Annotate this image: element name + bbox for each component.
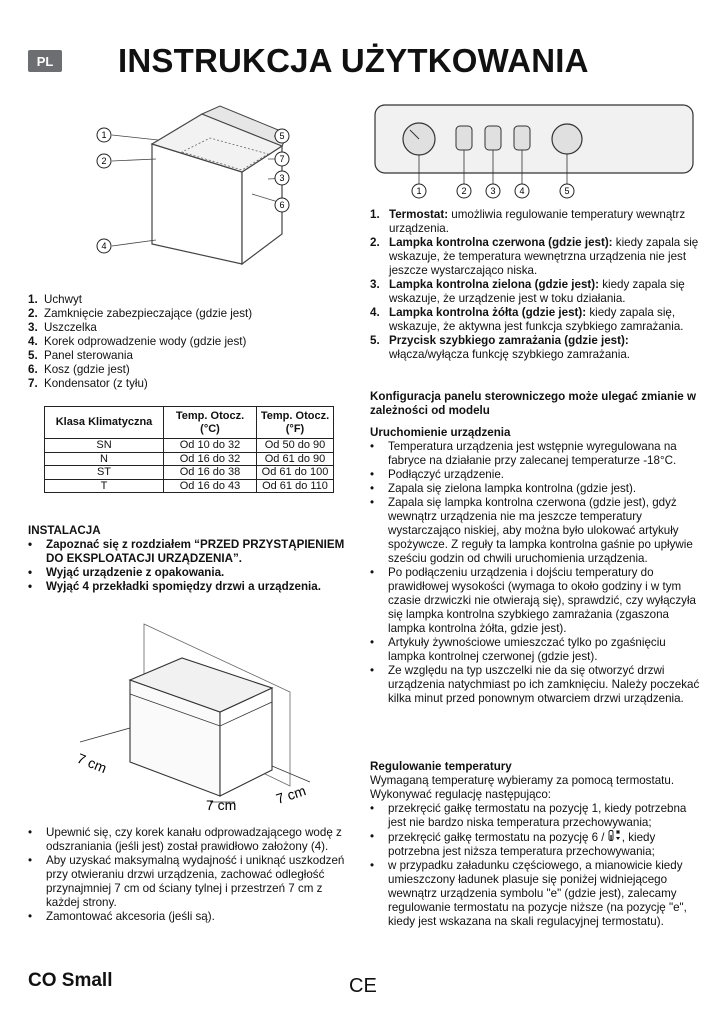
list-item: 3. Uszczelka: [28, 321, 97, 334]
callout-3: 3: [279, 173, 285, 183]
climate-class-table: [44, 406, 334, 493]
table-row: T Od 16 do 43 Od 61 do 110: [45, 479, 334, 493]
startup-heading: Uruchomienie urządzenia: [370, 426, 511, 439]
callout-4: 4: [101, 241, 107, 251]
list-item: 2. Lampka kontrolna czerwona (gdzie jest): kiedy zapala się wskazuje, że temperatura wewnętrzna urządzenia nie jest jeszcze wystarczająco niska.: [370, 236, 699, 277]
callout-1: 1: [101, 130, 107, 140]
list-item: • Aby uzyskać maksymalną wydajność i uniknąć uszkodzeń przy otwieraniu drzwi urządzenia, zachować odległość przynajmniej 7 cm od ściany tylnej i przestrzeń 7 cm z każdej strony.: [28, 854, 345, 909]
list-item: • w przypadku załadunku częściowego, a mianowicie kiedy umieszczony ładunek plasuje się poniżej widniejącego wewnątrz urządzenia symbolu "e" (gdzie jest), zalecamy regulowanie termostatu na pozycje niższe (na pozycję "e", kiedy jest wskazana na skali regulacyjnej termostatu).: [370, 859, 687, 928]
panel-callout-4: 4: [519, 186, 525, 196]
startup-section: [370, 426, 700, 706]
ce-mark: CE: [349, 975, 377, 997]
list-item: 6. Kosz (gdzie jest): [28, 363, 130, 376]
green-indicator-lamp: [485, 126, 501, 150]
config-note: Konfiguracja panelu sterowniczego może ulegać zmianie w zależności od modelu: [370, 390, 696, 417]
panel-callout-3: 3: [490, 186, 496, 196]
list-item: 2. Zamknięcie zabezpieczające (gdzie jest): [28, 307, 253, 320]
list-item: • Po podłączeniu urządzenia i dojściu temperatury do prawidłowej wysokości (wymaga to około godziny i w tym czasie drzwiczki nie otwierają się), sprawdzić, czy wyłączyła się lampka kontrolna szybkiego zamrażania (zgaszona lampka kontrolna żółta, gdzie jest).: [370, 566, 696, 635]
panel-callout-1: 1: [416, 186, 422, 196]
list-item: • Zapala się zielona lampka kontrolna (gdzie jest).: [370, 482, 637, 495]
control-panel-list: [370, 208, 700, 362]
temperature-intro: Wymaganą temperaturę wybieramy za pomocą termostatu. Wykonywać regulację następująco:: [370, 774, 675, 801]
installation-notes: [28, 826, 354, 924]
list-item: 4. Lampka kontrolna żółta (gdzie jest): kiedy zapala się, wskazuje, że aktywna jest funkcja szybkiego zamrażania.: [370, 306, 684, 333]
list-item: 5. Panel sterowania: [28, 349, 133, 362]
list-item: • Zapala się lampka kontrolna czerwona (gdzie jest), gdyż wewnątrz urządzenia nie ma jeszcze temperatury wystarczająco niskiej, aby można było ulokować artykuły spożywcze. Z reguły ta lampka kontrolna gaśnie po upływie sześciu godzin od chwili uruchomienia urządzenia.: [370, 496, 693, 565]
panel-callout-2: 2: [461, 186, 467, 196]
red-indicator-lamp: [456, 126, 472, 150]
callout-2: 2: [101, 156, 107, 166]
language-badge: PL: [28, 50, 62, 72]
callout-6: 6: [279, 200, 285, 210]
list-item: • przekręcić gałkę termostatu na pozycję 6 / , kiedy potrzebna jest niższa temperatura przechowywania;: [370, 830, 656, 858]
list-item: • Podłączyć urządzenie.: [370, 468, 504, 481]
callout-5: 5: [279, 131, 285, 141]
clearance-illustration: [60, 616, 330, 816]
control-panel-illustration: [374, 104, 696, 200]
list-item: • Wyjąć urządzenie z opakowania.: [28, 566, 225, 579]
list-item: • Temperatura urządzenia jest wstępnie wyregulowana na fabryce na działanie przy zalecanej temperaturze -18°C.: [370, 440, 677, 467]
table-row: SN Od 10 do 32 Od 50 do 90: [45, 439, 334, 453]
list-item: • Artykuły żywnościowe umieszczać tylko po zgaśnięciu lampka kontrolnej czerwonej (gdzie jest).: [370, 636, 666, 663]
panel-callout-5: 5: [564, 186, 570, 196]
model-name: CO Small: [28, 970, 113, 991]
table-header-row: Klasa Klimatyczna Temp. Otocz. (°C) Temp. Otocz. (°F): [45, 407, 334, 439]
list-item: • przekręcić gałkę termostatu na pozycję 1, kiedy potrzebna jest nie bardzo niska temperatura przechowywania;: [370, 802, 687, 829]
freezer-parts-illustration: [92, 104, 302, 274]
table-row: ST Od 16 do 38 Od 61 do 100: [45, 466, 334, 480]
installation-heading: INSTALACJA: [28, 524, 101, 537]
callout-7: 7: [279, 154, 285, 164]
list-item: 7. Kondensator (z tyłu): [28, 377, 148, 390]
parts-list: [28, 293, 348, 391]
dimension-label-right: 7 cm: [273, 782, 308, 807]
list-item: 1. Uchwyt: [28, 293, 83, 306]
list-item: 4. Korek odprowadzenie wody (gdzie jest): [28, 335, 247, 348]
list-item: 3. Lampka kontrolna zielona (gdzie jest): kiedy zapala się wskazuje, że urządzenie jest w toku działania.: [370, 278, 685, 305]
list-item: • Ze względu na typ uszczelki nie da się otworzyć drzwi urządzenia natychmiast po ich zamknięciu. Należy poczekać kilka minut przed ponownym otwarciem drzwi urządzenia.: [370, 664, 700, 705]
list-item: • Wyjąć 4 przekładki spomiędzy drzwi a urządzenia.: [28, 580, 321, 593]
dimension-label-left: 7 cm: [74, 749, 110, 777]
table-row: N Od 16 do 32 Od 61 do 90: [45, 452, 334, 466]
installation-section: [28, 524, 358, 594]
fast-freeze-button: [552, 124, 582, 154]
temperature-heading: Regulowanie temperatury: [370, 760, 512, 773]
list-item: • Upewnić się, czy korek kanału odprowadzającego wodę z odszraniania (jeśli jest) został prawidłowo założony (4).: [28, 826, 342, 853]
dimension-label-bottom: 7 cm: [206, 797, 237, 813]
yellow-indicator-lamp: [514, 126, 530, 150]
temperature-section: [370, 760, 700, 929]
list-item: 5. Przycisk szybkiego zamrażania (gdzie jest): włącza/wyłącza funkcję szybkiego zamrażania.: [370, 334, 630, 361]
list-item: 1. Termostat: umożliwia regulowanie temperatury wewnątrz urządzenia.: [370, 208, 686, 235]
page-title: INSTRUKCJA UŻYTKOWANIA: [118, 42, 589, 79]
list-item: • Zapoznać się z rozdziałem “PRZED PRZYSTĄPIENIEM DO EKSPLOATACJI URZĄDZENIA”.: [28, 538, 345, 565]
list-item: • Zamontować akcesoria (jeśli są).: [28, 910, 215, 923]
max-freeze-icon: [608, 830, 622, 841]
